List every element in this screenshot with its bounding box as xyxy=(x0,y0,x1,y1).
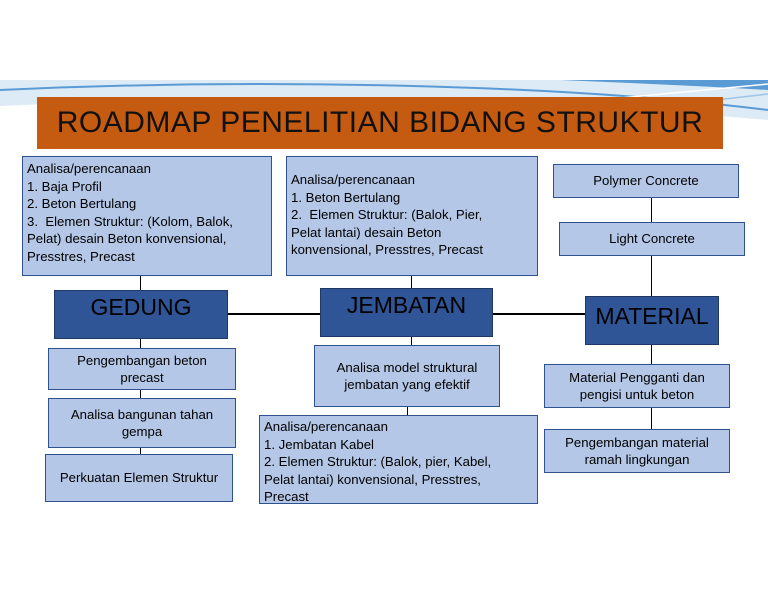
connector-line xyxy=(140,339,141,348)
material-top-box: Polymer Concrete xyxy=(553,164,739,198)
gedung-analysis-box xyxy=(22,156,272,276)
slide xyxy=(0,80,768,512)
gedung-item-box: Pengembangan beton precast xyxy=(48,348,236,390)
connector-line xyxy=(411,337,412,345)
text-line: Analisa/perencanaan xyxy=(27,161,151,176)
page-title: ROADMAP PENELITIAN BIDANG STRUKTUR xyxy=(37,97,723,149)
connector-line xyxy=(228,313,320,315)
gedung-hub: GEDUNG xyxy=(54,290,228,339)
text-line: Pelat lantai) desain Beton xyxy=(291,224,442,240)
text-line: Analisa/perencanaan xyxy=(264,419,388,434)
connector-line xyxy=(411,276,412,288)
text-line: Pelat lantai) konvensional, Presstres, xyxy=(264,471,481,487)
text-line: 1. Beton Bertulang xyxy=(291,189,401,205)
jembatan-analysis2-box xyxy=(259,415,538,504)
connector-line xyxy=(140,390,141,398)
text-line: 1. Baja Profil xyxy=(27,178,102,194)
connector-line xyxy=(140,276,141,290)
material-bottom-box: Pengembangan material ramah lingkungan xyxy=(544,429,730,473)
material-hub: MATERIAL xyxy=(585,296,719,345)
text-line: 1. Jembatan Kabel xyxy=(264,436,374,452)
text-line: Presstres, Precast xyxy=(27,248,135,264)
text-line: konvensional, Presstres, Precast xyxy=(291,242,484,257)
connector-line xyxy=(651,256,652,296)
connector-line xyxy=(651,408,652,429)
text-line: 3. Elemen Struktur: (Kolom, Balok, xyxy=(27,213,233,229)
jembatan-model-box: Analisa model struktural jembatan yang efektif xyxy=(314,345,500,407)
text-line: Pelat) desain Beton konvensional, xyxy=(27,231,227,246)
text-line: 2. Elemen Struktur: (Balok, pier, Kabel, xyxy=(264,454,492,469)
connector-line xyxy=(493,313,585,315)
gedung-item-box: Analisa bangunan tahan gempa xyxy=(48,398,236,448)
jembatan-hub: JEMBATAN xyxy=(320,288,493,337)
connector-line xyxy=(651,198,652,222)
connector-line xyxy=(651,345,652,364)
text-line: 2. Elemen Struktur: (Balok, Pier, xyxy=(291,207,483,222)
text-line: 2. Beton Bertulang xyxy=(27,196,137,211)
text-line: Analisa/perencanaan xyxy=(291,172,415,187)
text-line: Precast xyxy=(264,489,309,504)
material-top-box: Light Concrete xyxy=(559,222,745,256)
jembatan-analysis-box xyxy=(286,156,538,276)
connector-line xyxy=(407,407,408,415)
gedung-item-box: Perkuatan Elemen Struktur xyxy=(45,454,233,502)
material-bottom-box: Material Pengganti dan pengisi untuk beton xyxy=(544,364,730,408)
